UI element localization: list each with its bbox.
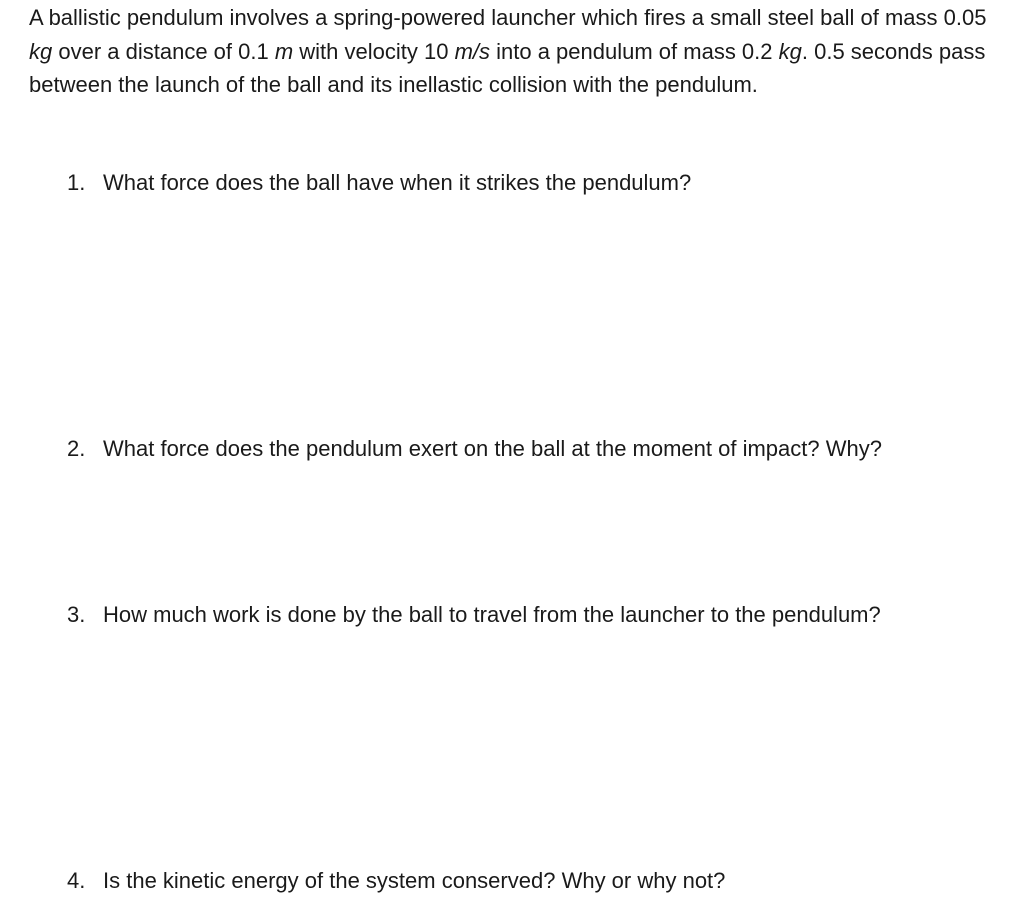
- unit-m-per-s: m/s: [454, 38, 491, 64]
- question-number: 1.: [67, 170, 86, 195]
- problem-statement: [29, 1, 1009, 102]
- question-text: What force does the pendulum exert on the ball at the moment of impact? Why?: [103, 436, 882, 461]
- intro-text-1: A ballistic pendulum involves a spring-powered launcher which fires a small steel ball of mass 0.05: [29, 5, 987, 30]
- question-text: Is the kinetic energy of the system conserved? Why or why not?: [103, 868, 726, 893]
- intro-text-5: . 0.5 seconds pass between the launch of the ball and its inellastic collision with the pendulum.: [29, 38, 986, 97]
- question-number: 2.: [67, 436, 86, 461]
- question-2: [67, 434, 882, 464]
- unit-kg-pendulum: kg: [778, 38, 802, 64]
- question-number: 4.: [67, 868, 86, 893]
- question-4: [67, 866, 725, 896]
- question-text: What force does the ball have when it strikes the pendulum?: [103, 170, 692, 195]
- intro-text-4: into a pendulum of mass 0.2: [490, 38, 779, 64]
- question-3: [67, 600, 881, 630]
- question-text: How much work is done by the ball to travel from the launcher to the pendulum?: [103, 602, 881, 627]
- question-1: [67, 168, 691, 198]
- intro-text-2: over a distance of 0.1: [52, 38, 275, 64]
- unit-m-distance: m: [274, 38, 294, 64]
- question-number: 3.: [67, 602, 86, 627]
- unit-kg-ball: kg: [29, 38, 53, 64]
- intro-text-3: with velocity 10: [293, 38, 455, 64]
